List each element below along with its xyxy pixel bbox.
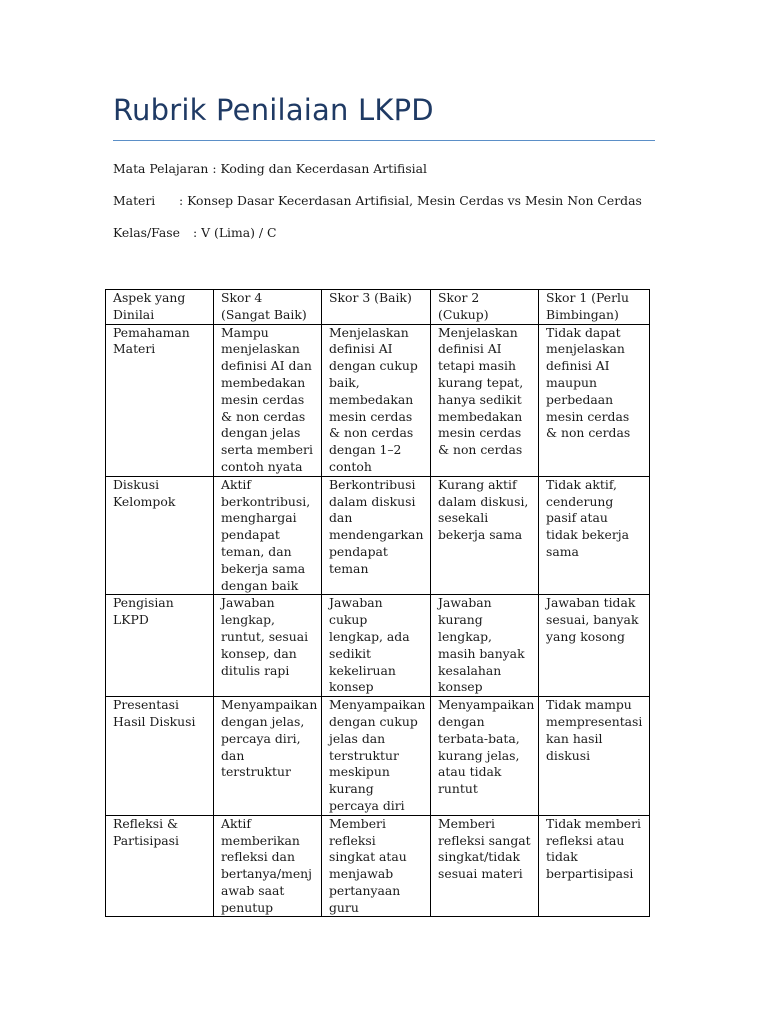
table-row bbox=[106, 595, 650, 697]
table-row bbox=[106, 476, 650, 595]
table-cell: Memberi refleksi sangat singkat/tidak sesuai materi bbox=[431, 815, 539, 917]
table-row bbox=[106, 815, 650, 917]
table-cell: Kurang aktif dalam diskusi, sesekali bekerja sama bbox=[431, 476, 539, 595]
material-line bbox=[113, 193, 642, 208]
table-cell: Tidak memberi refleksi atau tidak berpartisipasi bbox=[539, 815, 650, 917]
header-cell: Skor 2 (Cukup) bbox=[431, 290, 539, 325]
aspect-cell: Presentasi Hasil Diskusi bbox=[106, 697, 214, 816]
table-cell: Menjelaskan definisi AI tetapi masih kurang tepat, hanya sedikit membedakan mesin cerdas & non cerdas bbox=[431, 324, 539, 476]
class-value: : V (Lima) / C bbox=[193, 225, 277, 240]
page-title: Rubrik Penilaian LKPD bbox=[113, 93, 434, 127]
table-cell: Aktif memberikan refleksi dan bertanya/menj awab saat penutup bbox=[214, 815, 322, 917]
class-line bbox=[113, 225, 277, 240]
aspect-cell: Refleksi & Partisipasi bbox=[106, 815, 214, 917]
header-cell: Aspek yang Dinilai bbox=[106, 290, 214, 325]
table-cell: Tidak aktif, cenderung pasif atau tidak bekerja sama bbox=[539, 476, 650, 595]
class-label: Kelas/Fase bbox=[113, 225, 180, 240]
table-cell: Berkontribusi dalam diskusi dan mendengarkan pendapat teman bbox=[322, 476, 431, 595]
header-cell: Skor 4 (Sangat Baik) bbox=[214, 290, 322, 325]
subject-value: Koding dan Kecerdasan Artifisial bbox=[220, 161, 427, 176]
table-header-row bbox=[106, 290, 650, 325]
table-row bbox=[106, 697, 650, 816]
header-cell: Skor 3 (Baik) bbox=[322, 290, 431, 325]
table-cell: Menyampaikan dengan terbata-bata, kurang jelas, atau tidak runtut bbox=[431, 697, 539, 816]
table-cell: Memberi refleksi singkat atau menjawab pertanyaan guru bbox=[322, 815, 431, 917]
aspect-cell: Pemahaman Materi bbox=[106, 324, 214, 476]
aspect-cell: Pengisian LKPD bbox=[106, 595, 214, 697]
table-cell: Jawaban lengkap, runtut, sesuai konsep, dan ditulis rapi bbox=[214, 595, 322, 697]
table-cell: Jawaban kurang lengkap, masih banyak kesalahan konsep bbox=[431, 595, 539, 697]
aspect-cell: Diskusi Kelompok bbox=[106, 476, 214, 595]
table-cell: Menyampaikan dengan cukup jelas dan terstruktur meskipun kurang percaya diri bbox=[322, 697, 431, 816]
table-cell: Menjelaskan definisi AI dengan cukup baik, membedakan mesin cerdas & non cerdas dengan 1–2 contoh bbox=[322, 324, 431, 476]
table-cell: Mampu menjelaskan definisi AI dan membedakan mesin cerdas & non cerdas dengan jelas serta memberi contoh nyata bbox=[214, 324, 322, 476]
table-cell: Tidak dapat menjelaskan definisi AI maupun perbedaan mesin cerdas & non cerdas bbox=[539, 324, 650, 476]
table-cell: Jawaban tidak sesuai, banyak yang kosong bbox=[539, 595, 650, 697]
table-cell: Aktif berkontribusi, menghargai pendapat teman, dan bekerja sama dengan baik bbox=[214, 476, 322, 595]
table-row bbox=[106, 324, 650, 476]
material-value: : Konsep Dasar Kecerdasan Artifisial, Mesin Cerdas vs Mesin Non Cerdas bbox=[179, 193, 642, 208]
table-cell: Tidak mampu mempresentasi kan hasil diskusi bbox=[539, 697, 650, 816]
material-label: Materi bbox=[113, 193, 156, 208]
table-cell: Jawaban cukup lengkap, ada sedikit kekeliruan konsep bbox=[322, 595, 431, 697]
rubric-table bbox=[105, 289, 650, 917]
table-cell: Menyampaikan dengan jelas, percaya diri, dan terstruktur bbox=[214, 697, 322, 816]
header-cell: Skor 1 (Perlu Bimbingan) bbox=[539, 290, 650, 325]
subject-line bbox=[113, 161, 427, 176]
subject-label: Mata Pelajaran : bbox=[113, 161, 220, 176]
title-divider bbox=[113, 140, 655, 141]
